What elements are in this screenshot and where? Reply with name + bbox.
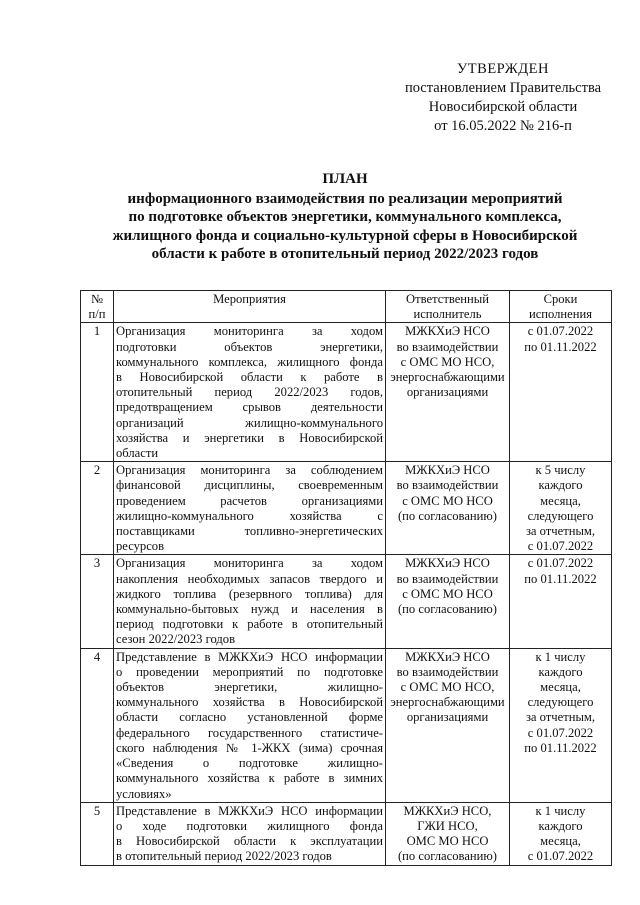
responsible-line: организациями [406,710,489,725]
term-cell [510,802,612,865]
responsible-line: МЖКХиЭ НСО, [403,803,492,818]
responsible-line: МЖКХиЭ НСО [405,649,490,664]
row-number: 2 [81,462,114,555]
term-cell [510,555,612,648]
term-line: к 5 числу [535,463,586,478]
activity-line: о ходе подготовки жилищного фонда [116,818,383,833]
responsible-line: с ОМС МО НСО [402,493,493,508]
activity-line: Представление в МЖКХиЭ НСО информации [116,803,383,818]
approval-title: УТВЕРЖДЕН [457,61,549,77]
table-row [81,555,612,648]
activity-cell [114,648,386,802]
responsible-line: с ОМС МО НСО, [400,680,495,695]
activity-line: области [116,446,159,461]
activity-line: «Сведения о подготовке жилищно- [116,756,383,771]
row-number: 1 [81,323,114,462]
plan-subtitle-line: информационного взаимодействия по реализации мероприятий [127,190,563,207]
header-activity: Мероприятия [114,291,386,323]
activity-line: финансовой дисциплины, своевременным [116,478,383,493]
plan-title: ПЛАН [322,171,368,187]
term-line: с 01.07.2022 [527,849,594,864]
plan-subtitle-line: по подготовке объектов энергетики, коммунального комплекса, [128,209,562,225]
activity-line: отопительный период 2022/2023 годов, [116,385,383,400]
term-line: к 1 числу [535,649,586,664]
table-row [81,323,612,462]
activity-cell [114,323,386,462]
approval-date: от 16.05.2022 № 216-п [434,118,572,134]
activity-line: объектов энергетики, жилищно- [116,680,383,695]
activity-line: о проведении мероприятий по подготовке [116,664,383,679]
activity-line: в Новосибирской области к эксплуатации [116,834,383,849]
activity-line: жилищно-коммунального хозяйства с [116,508,383,523]
term-line: месяца, [540,493,581,508]
responsible-line: (по согласованию) [397,508,497,523]
plan-table [80,290,612,866]
term-cell [510,648,612,802]
activity-line: коммунально-бытовых нужд и населения в [116,602,383,617]
term-line: с 01.07.2022 [527,725,594,740]
activity-line: Организация мониторинга за ходом [116,324,383,339]
header-num: № п/п [81,291,114,323]
activity-line: в отопительный период 2022/2023 годов [116,849,332,864]
activity-cell [114,802,386,865]
term-line: месяца, [540,834,581,849]
responsible-cell [386,555,510,648]
activity-line: коммунального комплекса, жилищного фонда [116,354,383,369]
responsible-cell [386,323,510,462]
activity-line: федерального государственного статистиче- [116,725,383,740]
table-row [81,648,612,802]
activity-line: накопления необходимых запасов твердого и [116,571,383,586]
responsible-line: ОМС МО НСО [406,834,489,849]
term-line: к 1 числу [535,803,586,818]
responsible-line: (по согласованию) [397,849,497,864]
approval-line: постановлением Правительства [404,80,602,96]
responsible-line: ГЖИ НСО, [417,818,478,833]
responsible-line: энергоснабжающими [390,695,505,710]
term-line: с 01.07.2022 [527,539,594,554]
activity-line: проведением расчетов организациями [116,493,383,508]
responsible-cell [386,462,510,555]
term-line: за отчетным, [525,524,596,539]
responsible-line: во взаимодействии [396,571,499,586]
responsible-line: с ОМС МО НСО, [400,354,495,369]
activity-line: Организация мониторинга за соблюдением [116,463,383,478]
activity-line: хозяйства и энергетики в Новосибирской [116,430,383,445]
activity-line: сезон 2022/2023 годов [116,632,236,647]
activity-line: коммунального хозяйства к работе в зимних [116,771,383,786]
term-cell [510,462,612,555]
activity-line: предотвращением срывов деятельности [116,400,383,415]
responsible-cell [386,802,510,865]
activity-line: Организация мониторинга за ходом [116,556,383,571]
activity-line: в Новосибирской области к работе в [116,370,383,385]
table-header [81,291,612,323]
responsible-line: (по согласованию) [397,602,497,617]
responsible-line: с ОМС МО НСО [402,586,493,601]
activity-line: организаций жилищно-коммунального [116,415,383,430]
responsible-line: МЖКХиЭ НСО [405,463,490,478]
term-cell [510,323,612,462]
responsible-line: во взаимодействии [396,339,499,354]
table-body [81,323,612,865]
term-line: каждого [538,818,583,833]
term-line: с 01.07.2022 [527,324,594,339]
plan-heading [60,170,630,264]
table-row [81,462,612,555]
term-line: с 01.07.2022 [527,556,594,571]
table-row [81,802,612,865]
term-line: каждого [538,478,583,493]
activity-line: подготовки объектов энергетики, [116,339,383,354]
header-responsible: Ответственный исполнитель [386,291,510,323]
term-line: за отчетным, [525,710,596,725]
responsible-cell [386,648,510,802]
term-line: месяца, [540,680,581,695]
activity-line: коммунального хозяйства в Новосибирской [116,695,383,710]
table-header-row [81,291,612,323]
term-line: следующего [527,695,594,710]
activity-line: ского наблюдения № 1-ЖКХ (зима) срочная [116,740,383,755]
activity-line: поставщиками топливно-энергетических [116,524,383,539]
activity-line: ресурсов [116,539,165,554]
row-number: 5 [81,802,114,865]
responsible-line: организациями [406,385,489,400]
activity-line: Представление в МЖКХиЭ НСО информации [116,649,383,664]
activity-line: области согласно установленной форме [116,710,383,725]
activity-line: период подготовки к работе в отопительный [116,617,383,632]
approval-line: Новосибирской области [428,99,578,115]
responsible-line: МЖКХиЭ НСО [405,556,490,571]
row-number: 4 [81,648,114,802]
term-line: по 01.11.2022 [524,740,597,755]
activity-cell [114,555,386,648]
activity-line: условиях» [116,786,172,801]
plan-subtitle-line: области к работе в отопительный период 2022/2023 годов [151,246,539,262]
responsible-line: энергоснабжающими [390,370,505,385]
responsible-line: во взаимодействии [396,478,499,493]
term-line: по 01.11.2022 [524,571,597,586]
term-line: следующего [527,508,594,523]
activity-cell [114,462,386,555]
activity-line: жидкого топлива (резервного топлива) для [116,586,383,601]
header-term: Сроки исполнения [510,291,612,323]
plan-subtitle-line: жилищного фонда и социально-культурной сферы в Новосибирской [112,227,578,244]
responsible-line: МЖКХиЭ НСО [405,324,490,339]
responsible-line: во взаимодействии [396,664,499,679]
row-number: 3 [81,555,114,648]
term-line: по 01.11.2022 [524,339,597,354]
approval-stamp [388,60,618,136]
term-line: каждого [538,664,583,679]
